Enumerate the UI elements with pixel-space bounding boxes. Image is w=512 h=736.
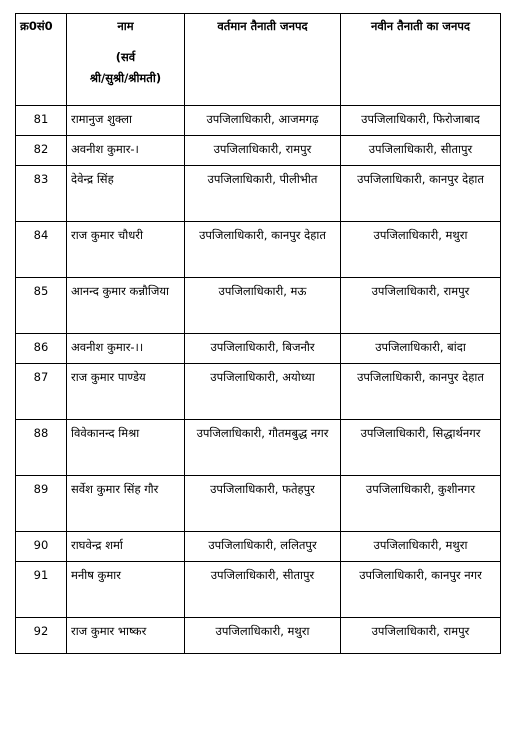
new-district-cell: उपजिलाधिकारी, कानपुर देहात: [341, 166, 501, 222]
serial-number-cell: 91: [16, 562, 67, 618]
header-serial-number: क्र0सं0: [16, 14, 67, 106]
serial-number-cell: 92: [16, 618, 67, 654]
table-row: [16, 106, 501, 136]
new-district-cell: उपजिलाधिकारी, सिद्धार्थनगर: [341, 420, 501, 476]
table-row: [16, 618, 501, 654]
current-district-cell: उपजिलाधिकारी, बिजनौर: [185, 334, 341, 364]
name-cell: राज कुमार पाण्डेय: [67, 364, 185, 420]
name-cell: रामानुज शुक्ला: [67, 106, 185, 136]
new-district-cell: उपजिलाधिकारी, कानपुर देहात: [341, 364, 501, 420]
current-district-cell: उपजिलाधिकारी, फतेहपुर: [185, 476, 341, 532]
serial-number-cell: 84: [16, 222, 67, 278]
current-district-cell: उपजिलाधिकारी, आजमगढ़: [185, 106, 341, 136]
table-row: [16, 532, 501, 562]
header-name: [67, 14, 185, 106]
header-row: [16, 14, 501, 106]
name-cell: अवनीश कुमार-।: [67, 136, 185, 166]
current-district-cell: उपजिलाधिकारी, ललितपुर: [185, 532, 341, 562]
name-cell: अवनीश कुमार-।।: [67, 334, 185, 364]
new-district-cell: उपजिलाधिकारी, मथुरा: [341, 532, 501, 562]
serial-number-cell: 81: [16, 106, 67, 136]
table-row: [16, 476, 501, 532]
new-district-cell: उपजिलाधिकारी, कानपुर नगर: [341, 562, 501, 618]
serial-number-cell: 86: [16, 334, 67, 364]
name-cell: आनन्द कुमार कन्नौजिया: [67, 278, 185, 334]
header-name-sub2: श्री/सुश्री/श्रीमती): [89, 71, 162, 85]
header-current-district: वर्तमान तैनाती जनपद: [185, 14, 341, 106]
serial-number-cell: 88: [16, 420, 67, 476]
serial-number-cell: 83: [16, 166, 67, 222]
table-row: [16, 166, 501, 222]
name-cell: मनीष कुमार: [67, 562, 185, 618]
table-row: [16, 334, 501, 364]
name-cell: राघवेन्द्र शर्मा: [67, 532, 185, 562]
current-district-cell: उपजिलाधिकारी, कानपुर देहात: [185, 222, 341, 278]
table-row: [16, 136, 501, 166]
name-cell: राज कुमार चौधरी: [67, 222, 185, 278]
current-district-cell: उपजिलाधिकारी, रामपुर: [185, 136, 341, 166]
serial-number-cell: 85: [16, 278, 67, 334]
new-district-cell: उपजिलाधिकारी, सीतापुर: [341, 136, 501, 166]
header-new-district: नवीन तैनाती का जनपद: [341, 14, 501, 106]
new-district-cell: उपजिलाधिकारी, बांदा: [341, 334, 501, 364]
transfer-table: [15, 13, 501, 654]
current-district-cell: उपजिलाधिकारी, मऊ: [185, 278, 341, 334]
serial-number-cell: 82: [16, 136, 67, 166]
table-row: [16, 278, 501, 334]
table-row: [16, 222, 501, 278]
name-cell: देवेन्द्र सिंह: [67, 166, 185, 222]
header-name-sub1: (सर्व: [115, 50, 136, 64]
table-row: [16, 420, 501, 476]
serial-number-cell: 87: [16, 364, 67, 420]
new-district-cell: उपजिलाधिकारी, कुशीनगर: [341, 476, 501, 532]
table-body: [16, 106, 501, 654]
current-district-cell: उपजिलाधिकारी, मथुरा: [185, 618, 341, 654]
table-row: [16, 364, 501, 420]
current-district-cell: उपजिलाधिकारी, गौतमबुद्ध नगर: [185, 420, 341, 476]
table-row: [16, 562, 501, 618]
header-name-title: नाम: [117, 19, 134, 33]
new-district-cell: उपजिलाधिकारी, रामपुर: [341, 618, 501, 654]
new-district-cell: उपजिलाधिकारी, मथुरा: [341, 222, 501, 278]
new-district-cell: उपजिलाधिकारी, रामपुर: [341, 278, 501, 334]
current-district-cell: उपजिलाधिकारी, पीलीभीत: [185, 166, 341, 222]
serial-number-cell: 90: [16, 532, 67, 562]
name-cell: विवेकानन्द मिश्रा: [67, 420, 185, 476]
name-cell: राज कुमार भाष्कर: [67, 618, 185, 654]
name-cell: सर्वेश कुमार सिंह गौर: [67, 476, 185, 532]
serial-number-cell: 89: [16, 476, 67, 532]
new-district-cell: उपजिलाधिकारी, फिरोजाबाद: [341, 106, 501, 136]
current-district-cell: उपजिलाधिकारी, अयोध्या: [185, 364, 341, 420]
current-district-cell: उपजिलाधिकारी, सीतापुर: [185, 562, 341, 618]
